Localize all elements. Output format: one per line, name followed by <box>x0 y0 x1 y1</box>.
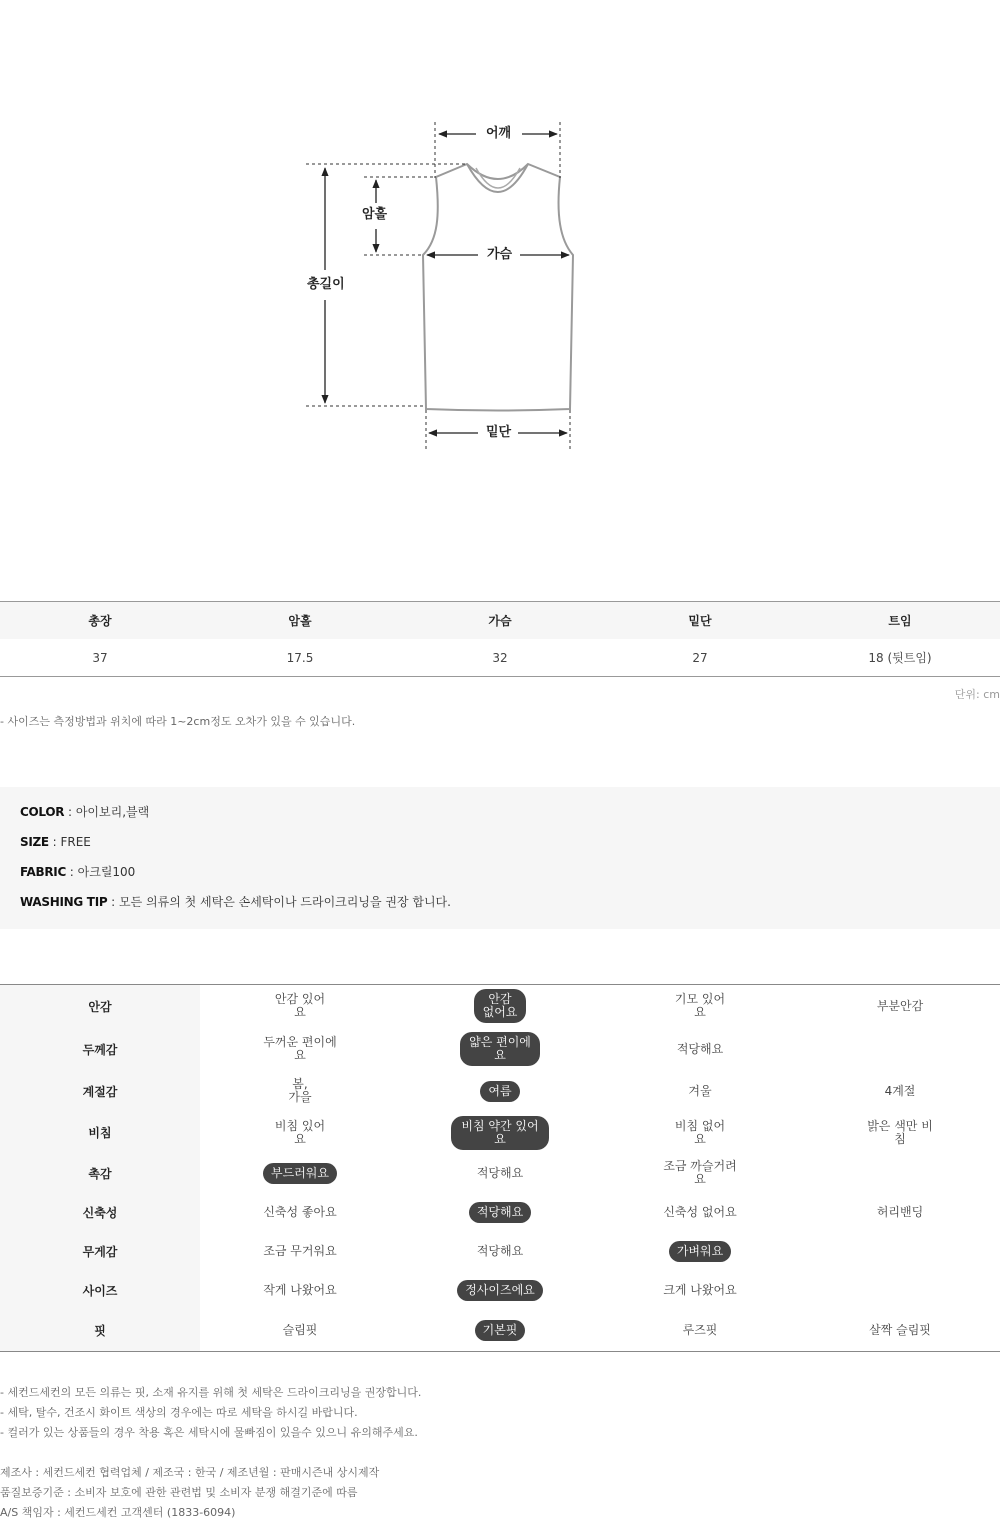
feature-row-lining <box>0 985 1000 1027</box>
size-header-cell: 암홀 <box>288 614 312 628</box>
feature-option: 비침 있어요 <box>274 1118 326 1146</box>
info-value: : 모든 의류의 첫 세탁은 손세탁이나 드라이크리닝을 권장 합니다. <box>107 895 451 909</box>
armhole-label: 암홀 <box>358 207 391 223</box>
feature-label: 무게감 <box>0 1232 200 1271</box>
feature-option: 허리밴딩 <box>876 1204 924 1219</box>
size-header-cell: 밑단 <box>688 614 712 628</box>
feature-option: 겨울 <box>688 1083 712 1098</box>
feature-option: 루즈핏 <box>682 1323 718 1337</box>
feature-label: 사이즈 <box>0 1271 200 1310</box>
feature-option-selected: 얇은 편이에요 <box>460 1032 540 1066</box>
size-table-header <box>0 602 1000 639</box>
size-value-cell: 37 <box>92 650 108 665</box>
feature-option-selected: 부드러워요 <box>263 1163 337 1184</box>
info-label: SIZE <box>20 835 49 849</box>
feature-option-selected: 비침 약간 있어요 <box>451 1116 549 1150</box>
maker-line: A/S 책임자 : 세컨드세컨 고객센터 (1833-6094) <box>0 1506 236 1519</box>
size-header-cell: 가슴 <box>488 614 512 628</box>
info-value: : FREE <box>48 835 91 849</box>
care-note: - 컬러가 있는 상품들의 경우 착용 혹은 세탁시에 물빠짐이 있을수 있으니 유의해주세요. <box>0 1426 418 1439</box>
size-header-cell: 트임 <box>888 614 912 628</box>
chest-label: 가슴 <box>483 247 516 263</box>
feature-label: 안감 <box>0 985 200 1027</box>
info-size <box>20 834 980 864</box>
feature-option: 슬림핏 <box>282 1323 318 1337</box>
feature-option: 밝은 색만 비침 <box>867 1118 933 1146</box>
feature-label: 핏 <box>0 1310 200 1351</box>
feature-option: 부분안감 <box>876 998 924 1013</box>
feature-row-texture <box>0 1154 1000 1192</box>
feature-table <box>0 984 1000 1352</box>
size-value-cell: 27 <box>692 650 708 665</box>
feature-label: 계절감 <box>0 1071 200 1111</box>
size-table <box>0 601 1000 677</box>
info-color <box>20 804 980 834</box>
size-diagram <box>0 0 1000 560</box>
feature-option-selected: 여름 <box>480 1081 519 1102</box>
feature-option: 적당해요 <box>476 1244 524 1258</box>
feature-option: 적당해요 <box>676 1041 724 1056</box>
feature-option: 두꺼운 편이에요 <box>263 1035 337 1062</box>
garment-illustration <box>0 0 1000 560</box>
size-value-cell: 32 <box>492 650 508 665</box>
info-washing-tip <box>20 894 980 924</box>
feature-option-selected: 가벼워요 <box>669 1241 731 1262</box>
feature-option-selected: 정사이즈에요 <box>457 1280 543 1301</box>
feature-option-selected: 안감 없어요 <box>474 989 526 1023</box>
feature-option: 작게 나왔어요 <box>263 1283 337 1297</box>
feature-option: 살짝 슬림핏 <box>869 1323 931 1337</box>
feature-row-season <box>0 1071 1000 1111</box>
feature-option: 기모 있어요 <box>674 992 726 1019</box>
feature-row-stretch <box>0 1192 1000 1232</box>
total-length-label: 총길이 <box>303 277 349 293</box>
maker-line: 제조사 : 세컨드세컨 협력업체 / 제조국 : 한국 / 제조년월 : 판매시즌내 상시제작 <box>0 1466 380 1479</box>
feature-option-selected: 기본핏 <box>475 1320 526 1341</box>
info-value: : 아이보리,블랙 <box>64 805 150 819</box>
feature-label: 신축성 <box>0 1192 200 1232</box>
product-info-box <box>0 787 1000 929</box>
feature-option: 조금 무거워요 <box>263 1244 337 1258</box>
feature-option: 적당해요 <box>476 1165 524 1180</box>
info-label: WASHING TIP <box>20 895 108 909</box>
feature-label: 촉감 <box>0 1154 200 1192</box>
feature-option: 비침 없어요 <box>674 1118 726 1146</box>
size-value-cell: 17.5 <box>286 650 314 665</box>
size-note: - 사이즈는 측정방법과 위치에 따라 1~2cm정도 오차가 있을 수 있습니다. <box>0 715 356 728</box>
info-label: COLOR <box>20 805 65 819</box>
info-value: : 아크릴100 <box>65 865 136 879</box>
feature-row-weight <box>0 1232 1000 1271</box>
feature-option: 신축성 없어요 <box>663 1204 737 1219</box>
feature-label: 두께감 <box>0 1027 200 1071</box>
maker-info <box>0 1463 379 1522</box>
care-note: - 세컨드세컨의 모든 의류는 핏, 소재 유지를 위해 첫 세탁은 드라이크리닝을 권장합니다. <box>0 1386 422 1399</box>
info-label: FABRIC <box>20 865 66 879</box>
feature-row-size <box>0 1271 1000 1310</box>
feature-option: 조금 까슬거려요 <box>663 1159 737 1186</box>
feature-option-selected: 적당해요 <box>469 1202 531 1223</box>
hem-label: 밑단 <box>482 425 515 441</box>
feature-row-thickness <box>0 1027 1000 1071</box>
size-value-cell: 18 (뒷트임) <box>868 651 932 665</box>
care-note: - 세탁, 탈수, 건조시 화이트 색상의 경우에는 따로 세탁을 하시길 바랍니다. <box>0 1406 358 1419</box>
maker-line: 품질보증기준 : 소비자 보호에 관한 관련법 및 소비자 분쟁 해결기준에 따름 <box>0 1486 358 1499</box>
garment-outline <box>423 164 573 411</box>
feature-option: 봄, 가을 <box>288 1077 312 1104</box>
feature-label: 비침 <box>0 1111 200 1154</box>
unit-label: 단위: cm <box>954 688 1000 701</box>
size-table-row <box>0 639 1000 676</box>
info-fabric <box>20 864 980 894</box>
care-notes <box>0 1383 421 1443</box>
feature-row-fit <box>0 1310 1000 1351</box>
feature-row-sheerness <box>0 1111 1000 1154</box>
feature-option: 안감 있어요 <box>274 992 326 1019</box>
size-header-cell: 총장 <box>88 614 112 628</box>
feature-option: 4계절 <box>884 1083 916 1098</box>
feature-option: 신축성 좋아요 <box>263 1204 337 1219</box>
shoulder-label: 어깨 <box>482 126 515 142</box>
feature-option: 크게 나왔어요 <box>663 1283 737 1297</box>
